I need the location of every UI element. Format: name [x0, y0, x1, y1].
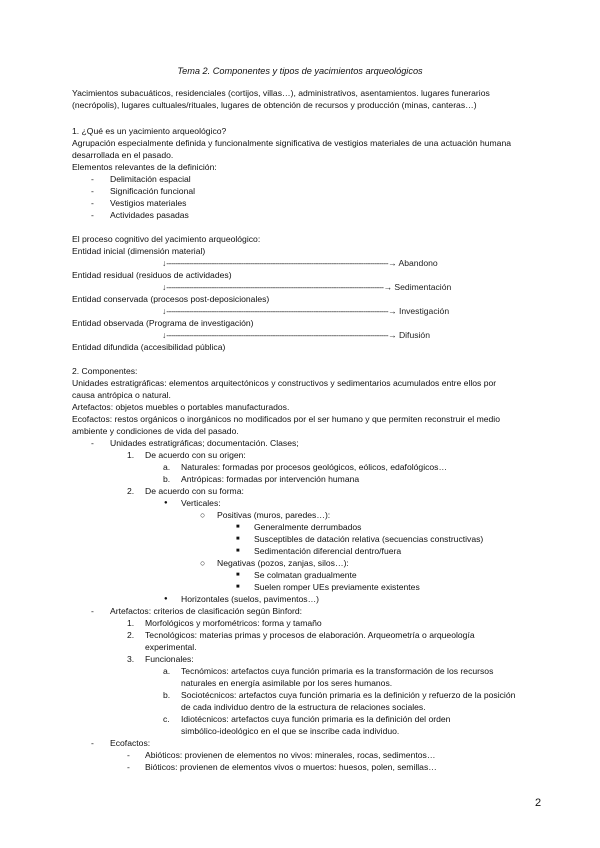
outline-item: Negativas (pozos, zanjas, silos…): — [217, 558, 349, 568]
body-line: Unidades estratigráficas: elementos arquitectónicos y constructivos y sedimentarios acumulados entre ellos por — [72, 378, 497, 388]
outline-item: Sedimentación diferencial dentro/fuera — [254, 546, 402, 556]
outline-item: Tecnológicos: materias primas y procesos de elaboración. Arqueometría o arqueología — [145, 630, 475, 640]
process-entity: Entidad conservada (procesos post-deposicionales) — [72, 294, 270, 304]
list-item: Vestigios materiales — [110, 198, 187, 208]
process-entity: Entidad difundida (accesibilidad pública) — [72, 342, 226, 352]
right-arrow-icon: → — [387, 306, 397, 316]
process-step: Investigación — [398, 306, 450, 316]
outline-item: Susceptibles de datación relativa (secuencias constructivas) — [254, 534, 484, 544]
dotted-connector: -------------------------------------------------------------------------------------------------- — [166, 306, 388, 316]
outline-marker: ● — [164, 500, 168, 506]
outline-item: De acuerdo con su forma: — [145, 486, 244, 496]
outline-marker: - — [91, 738, 94, 748]
outline-marker: b. — [163, 690, 171, 700]
definition-line: Agrupación especialmente definida y funcionalmente significativa de vestigios materiales de una actuación humana — [72, 138, 512, 148]
process-entity: Entidad residual (residuos de actividades) — [72, 270, 232, 280]
list-item: Delimitación espacial — [110, 174, 191, 184]
outline-item: simbólico-ideológico en el que se inscribe cada individuo. — [181, 726, 400, 736]
right-arrow-icon: → — [387, 258, 397, 268]
outline-item: de cada individuo dentro de la estructura de relaciones sociales. — [181, 702, 426, 712]
outline-marker: - — [127, 762, 130, 772]
process-step: Sedimentación — [394, 282, 452, 292]
outline-item: Unidades estratigráficas; documentación. Clases; — [110, 438, 299, 448]
outline-marker: 1. — [127, 618, 135, 628]
outline-marker: ■ — [236, 524, 240, 530]
down-arrow-icon: ↓ — [162, 258, 167, 268]
process-flow-arrow — [162, 330, 430, 342]
outline-item: Positivas (muros, paredes…): — [217, 510, 331, 520]
outline-marker: a. — [163, 666, 171, 676]
outline-item: experimental. — [145, 642, 197, 652]
process-flow-arrow — [162, 282, 451, 294]
body-line: Ecofactos: restos orgánicos o inorgánicos no modificados por el ser humano y que permiten reconstruir el medio — [72, 414, 500, 424]
outline-item: Tecnómicos: artefactos cuya función primaria es la transformación de los recursos — [181, 666, 494, 676]
outline-item: Bióticos: provienen de elementos vivos o muertos: huesos, polen, semillas… — [145, 762, 437, 772]
section-heading: 2. Componentes: — [72, 366, 138, 376]
section-heading: 1. ¿Qué es un yacimiento arqueológico? — [72, 126, 227, 136]
outline-marker: c. — [163, 714, 170, 724]
outline-item: Morfológicos y morfométricos: forma y tamaño — [145, 618, 322, 628]
outline-marker: - — [91, 606, 94, 616]
down-arrow-icon: ↓ — [162, 306, 167, 316]
outline-marker: ■ — [236, 584, 240, 590]
list-bullet: - — [91, 198, 94, 208]
right-arrow-icon: → — [387, 330, 397, 340]
outline-item: Antrópicas: formadas por intervención humana — [181, 474, 360, 484]
outline-marker: 1. — [127, 450, 135, 460]
outline-marker: 3. — [127, 654, 135, 664]
outline-marker: a. — [163, 462, 171, 472]
down-arrow-icon: ↓ — [162, 282, 167, 292]
outline-marker: ○ — [200, 558, 206, 568]
outline-item: De acuerdo con su origen: — [145, 450, 246, 460]
outline-marker: ■ — [236, 548, 240, 554]
outline-marker: 2. — [127, 486, 135, 496]
outline-item: Abióticos: provienen de elementos no vivos: minerales, rocas, sedimentos… — [145, 750, 436, 760]
process-flow-arrow — [162, 258, 438, 270]
intro-line: (necrópolis), lugares cultuales/rituales, lugares de obtención de recursos y producción (minas, canteras…) — [72, 100, 477, 110]
intro-line: Yacimientos subacuáticos, residenciales (cortijos, villas…), administrativos, asentamientos. lugares funerarios — [72, 88, 490, 98]
list-item: Actividades pasadas — [110, 210, 189, 220]
outline-marker: - — [91, 438, 94, 448]
document-title: Tema 2. Componentes y tipos de yacimientos arqueológicos — [177, 66, 423, 76]
page-number: 2 — [535, 797, 542, 809]
process-heading: El proceso cognitivo del yacimiento arqueológico: — [72, 234, 261, 244]
process-flow-arrow — [162, 306, 449, 318]
right-arrow-icon: → — [383, 282, 393, 292]
dotted-connector: -------------------------------------------------------------------------------------------------- — [166, 330, 388, 340]
outline-item: Se colmatan gradualmente — [254, 570, 357, 580]
dotted-connector: -------------------------------------------------------------------------------------------------- — [166, 258, 388, 268]
outline-marker: ○ — [200, 510, 206, 520]
outline-marker: ● — [164, 596, 168, 602]
outline-item: Verticales: — [181, 498, 221, 508]
down-arrow-icon: ↓ — [162, 330, 167, 340]
list-bullet: - — [91, 186, 94, 196]
outline-item: Idiotécnicos: artefactos cuya función primaria es la definición del orden — [181, 714, 451, 724]
outline-item: Artefactos: criterios de clasificación según Binford: — [110, 606, 303, 616]
body-line: causa antrópica o natural. — [72, 390, 171, 400]
outline-item: Suelen romper UEs previamente existentes — [254, 582, 420, 592]
list-bullet: - — [91, 174, 94, 184]
body-line: Artefactos: objetos muebles o portables manufacturados. — [72, 402, 290, 412]
outline-marker: ■ — [236, 572, 240, 578]
outline-item: naturales en energía asimilable por los seres humanos. — [181, 678, 393, 688]
outline-item: Funcionales: — [145, 654, 194, 664]
outline-marker: b. — [163, 474, 171, 484]
list-bullet: - — [91, 210, 94, 220]
outline-item: Sociotécnicos: artefactos cuya función primaria es la definición y refuerzo de la posición — [181, 690, 516, 700]
process-step: Abandono — [398, 258, 438, 268]
list-item: Significación funcional — [110, 186, 196, 196]
process-entity: Entidad inicial (dimensión material) — [72, 246, 206, 256]
outline-marker: ■ — [236, 536, 240, 542]
body-line: ambiente y condiciones de vida del pasado. — [72, 426, 239, 436]
definition-line: desarrollada en el pasado. — [72, 150, 174, 160]
outline-item: Horizontales (suelos, pavimentos…) — [181, 594, 320, 604]
process-entity: Entidad observada (Programa de investigación) — [72, 318, 254, 328]
process-step: Difusión — [398, 330, 430, 340]
outline-item: Generalmente derrumbados — [254, 522, 362, 532]
elements-label: Elementos relevantes de la definición: — [72, 162, 217, 172]
outline-marker: - — [127, 750, 130, 760]
outline-marker: 2. — [127, 630, 135, 640]
outline-item: Ecofactos: — [110, 738, 151, 748]
dotted-connector: ------------------------------------------------------------------------------------------------ — [166, 282, 384, 292]
outline-item: Naturales: formadas por procesos geológicos, eólicos, edafológicos… — [181, 462, 448, 472]
